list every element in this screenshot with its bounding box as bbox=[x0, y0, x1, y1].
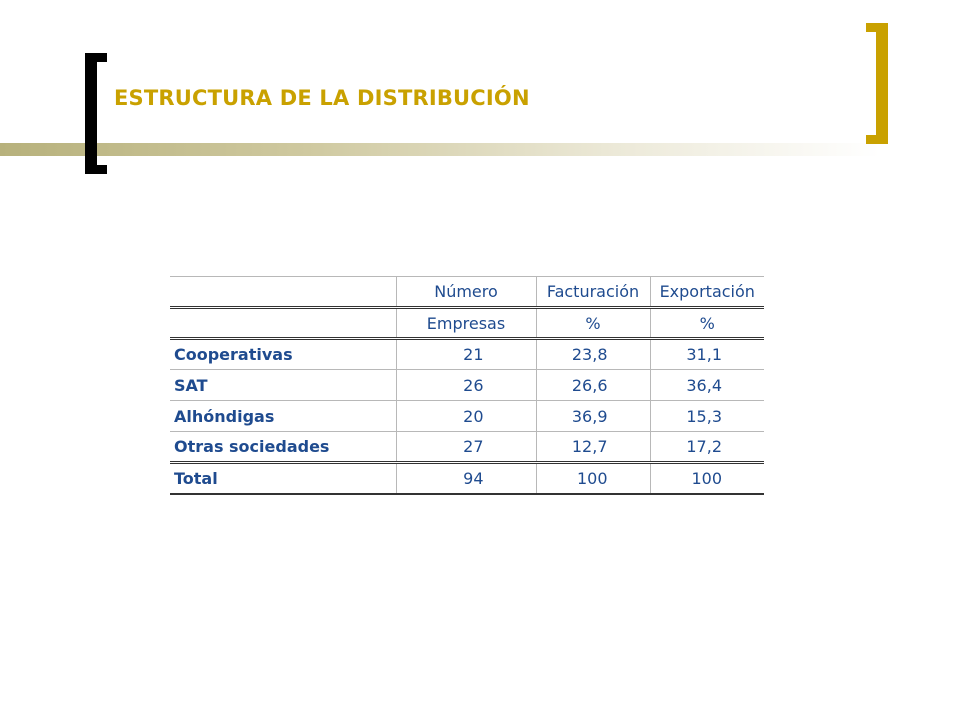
cell-numero: 26 bbox=[396, 370, 536, 401]
header-cell-exportacion: Exportación bbox=[650, 277, 764, 308]
cell-exportacion: 17,2 bbox=[650, 432, 764, 463]
left-bracket-decoration bbox=[85, 53, 97, 174]
table-row bbox=[170, 432, 764, 463]
header-cell-percent: % bbox=[650, 308, 764, 339]
right-bracket-decoration bbox=[876, 23, 888, 144]
row-label: Otras sociedades bbox=[170, 432, 396, 463]
cell-exportacion: 15,3 bbox=[650, 401, 764, 432]
header-cell-percent: % bbox=[536, 308, 650, 339]
cell-numero: 21 bbox=[396, 339, 536, 370]
table-header-row-2 bbox=[170, 308, 764, 339]
total-numero: 94 bbox=[396, 463, 536, 494]
table-row bbox=[170, 339, 764, 370]
cell-facturacion: 12,7 bbox=[536, 432, 650, 463]
table-row bbox=[170, 401, 764, 432]
table-total-row bbox=[170, 463, 764, 494]
distribution-table bbox=[170, 276, 764, 495]
row-label: Alhóndigas bbox=[170, 401, 396, 432]
header-cell-numero: Número bbox=[396, 277, 536, 308]
row-label: SAT bbox=[170, 370, 396, 401]
left-bracket-top bbox=[85, 53, 107, 62]
header-cell-empresas: Empresas bbox=[396, 308, 536, 339]
right-bracket-bottom bbox=[866, 135, 888, 144]
left-bracket-bottom bbox=[85, 165, 107, 174]
cell-exportacion: 31,1 bbox=[650, 339, 764, 370]
header-cell bbox=[170, 277, 396, 308]
cell-facturacion: 36,9 bbox=[536, 401, 650, 432]
cell-numero: 27 bbox=[396, 432, 536, 463]
right-bracket-top bbox=[866, 23, 888, 32]
row-label: Cooperativas bbox=[170, 339, 396, 370]
header-cell bbox=[170, 308, 396, 339]
slide-title: ESTRUCTURA DE LA DISTRIBUCIÓN bbox=[114, 86, 530, 110]
cell-exportacion: 36,4 bbox=[650, 370, 764, 401]
cell-facturacion: 23,8 bbox=[536, 339, 650, 370]
total-label: Total bbox=[170, 463, 396, 494]
cell-numero: 20 bbox=[396, 401, 536, 432]
table-row bbox=[170, 370, 764, 401]
total-facturacion: 100 bbox=[536, 463, 650, 494]
cell-facturacion: 26,6 bbox=[536, 370, 650, 401]
total-exportacion: 100 bbox=[650, 463, 764, 494]
header-cell-facturacion: Facturación bbox=[536, 277, 650, 308]
table-header-row-1 bbox=[170, 277, 764, 308]
title-band bbox=[0, 143, 880, 156]
